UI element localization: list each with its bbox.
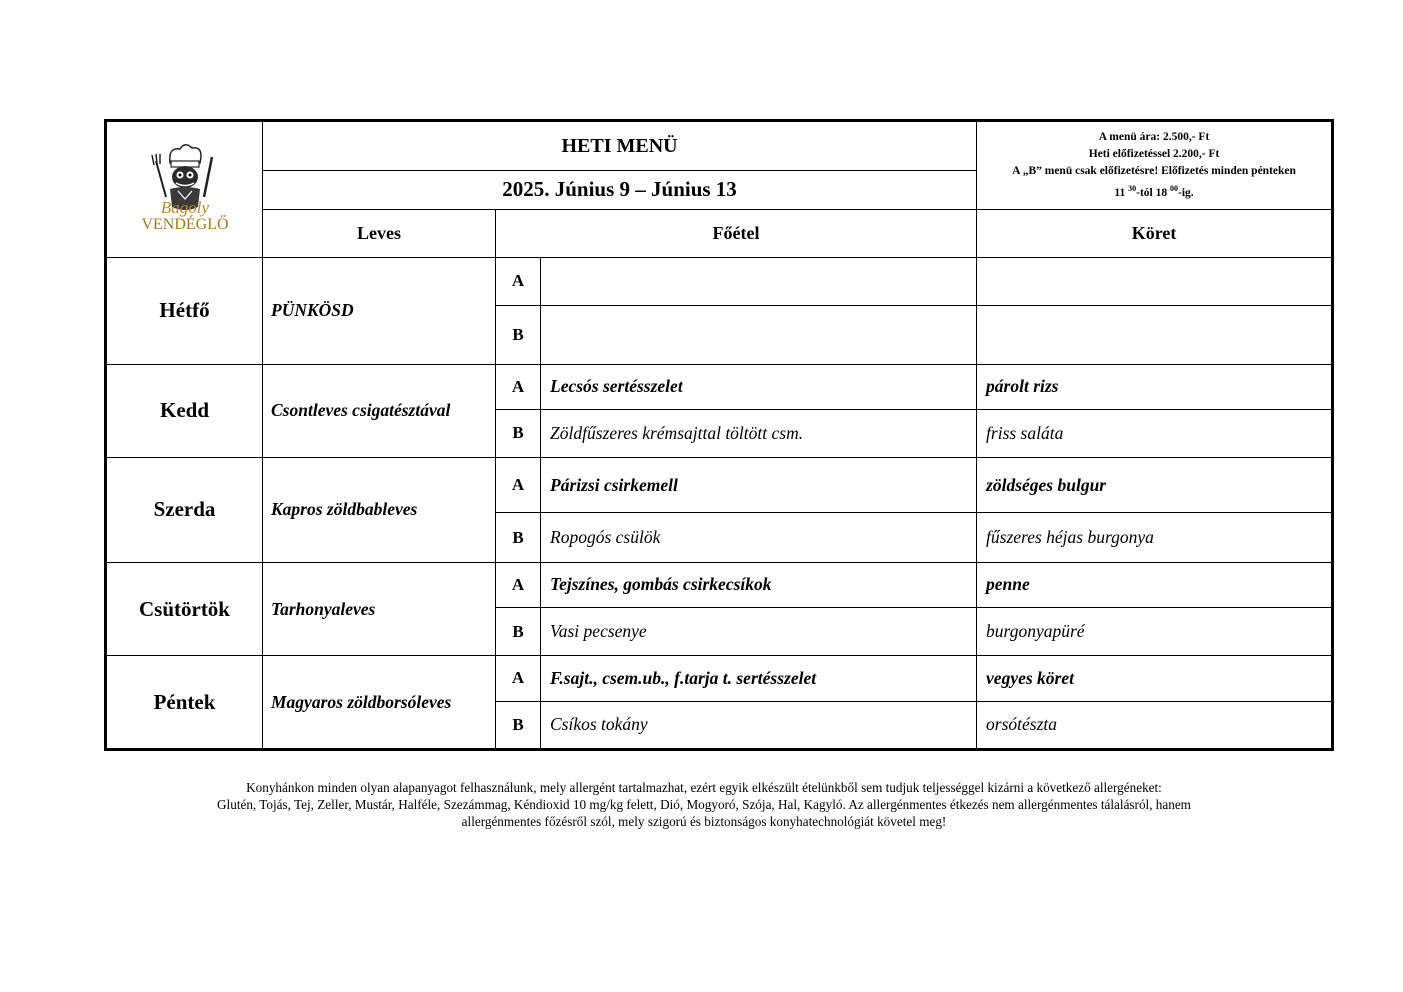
option-label: A (496, 656, 541, 701)
day-thursday: Csütörtök (106, 562, 263, 656)
allergen-note-line-3: allergénmentes főzésről szól, mely szigorú és biztonságos konyhatechnológiát követel meg! (461, 814, 947, 829)
main-dish: F.sajt., csem.ub., f.tarja t. sertésszelet (541, 656, 977, 701)
logo-text-top: Bagoly (160, 197, 209, 217)
option-label: B (496, 306, 541, 364)
option-label: A (496, 562, 541, 607)
main-dish: Zöldfűszeres krémsajttal töltött csm. (541, 409, 977, 457)
option-label: A (496, 364, 541, 409)
option-label: B (496, 608, 541, 656)
column-header-side: Köret (977, 209, 1333, 257)
weekly-menu-table (104, 119, 1334, 751)
main-dish: Ropogós csülök (541, 513, 977, 562)
day-wednesday: Szerda (106, 458, 263, 563)
side-dish: párolt rizs (977, 364, 1333, 409)
price-line-1: A menü ára: 2.500,- Ft (1098, 130, 1210, 143)
allergen-note-line-1: Konyhánkon minden olyan alapanyagot felhasználunk, mely allergént tartalmazhat, ezért egyik elkészült ételünkből sem tudjuk teljességgel kizárni a következő allergéneket: (246, 780, 1162, 795)
column-header-main: Főétel (496, 209, 977, 257)
option-label: B (496, 701, 541, 749)
allergen-note-line-2: Glutén, Tojás, Tej, Zeller, Mustár, Halféle, Szezámmag, Kéndioxid 10 mg/kg felett, Dió, Mogyoró, Szója, Hal, Kagyló. Az allergénmentes étkezés nem allergénmentes tálalásról, hanem (217, 797, 1191, 812)
column-header-soup: Leves (263, 209, 496, 257)
day-monday: Hétfő (106, 257, 263, 364)
side-dish: burgonyapüré (977, 608, 1333, 656)
option-label: B (496, 409, 541, 457)
logo-text-bottom: VENDÉGLŐ (140, 215, 229, 233)
logo-cell (106, 121, 263, 258)
soup-friday: Magyaros zöldborsóleves (263, 656, 496, 750)
main-dish: Párizsi csirkemell (541, 458, 977, 513)
main-dish: Lecsós sertésszelet (541, 364, 977, 409)
day-friday: Péntek (106, 656, 263, 750)
option-label: B (496, 513, 541, 562)
date-range: 2025. Június 9 – Június 13 (263, 171, 977, 209)
day-tuesday: Kedd (106, 364, 263, 458)
side-dish: orsótészta (977, 701, 1333, 749)
menu-title: HETI MENÜ (263, 121, 977, 171)
chef-owl-logo-icon (140, 141, 230, 233)
price-line-2: Heti előfizetéssel 2.200,- Ft (1088, 147, 1220, 160)
soup-wednesday: Kapros zöldbableves (263, 458, 496, 563)
soup-monday: PÜNKÖSD (263, 257, 496, 364)
price-info (977, 121, 1333, 210)
main-dish: Tejszínes, gombás csirkecsíkok (541, 562, 977, 607)
main-dish (541, 257, 977, 305)
option-label: A (496, 257, 541, 305)
allergen-note (104, 779, 1304, 830)
soup-tuesday: Csontleves csigatésztával (263, 364, 496, 458)
side-dish: fűszeres héjas burgonya (977, 513, 1333, 562)
price-line-4: 11 $^{30}$-tól 18 $^{00}$-ig. (1114, 183, 1194, 199)
option-label: A (496, 458, 541, 513)
main-dish: Csíkos tokány (541, 701, 977, 749)
side-dish: friss saláta (977, 409, 1333, 457)
main-dish (541, 306, 977, 364)
side-dish: penne (977, 562, 1333, 607)
price-line-3: A „B” menü csak előfizetésre! Előfizetés minden pénteken (1012, 164, 1296, 177)
soup-thursday: Tarhonyaleves (263, 562, 496, 656)
side-dish (977, 257, 1333, 305)
main-dish: Vasi pecsenye (541, 608, 977, 656)
side-dish (977, 306, 1333, 364)
side-dish: vegyes köret (977, 656, 1333, 701)
side-dish: zöldséges bulgur (977, 458, 1333, 513)
